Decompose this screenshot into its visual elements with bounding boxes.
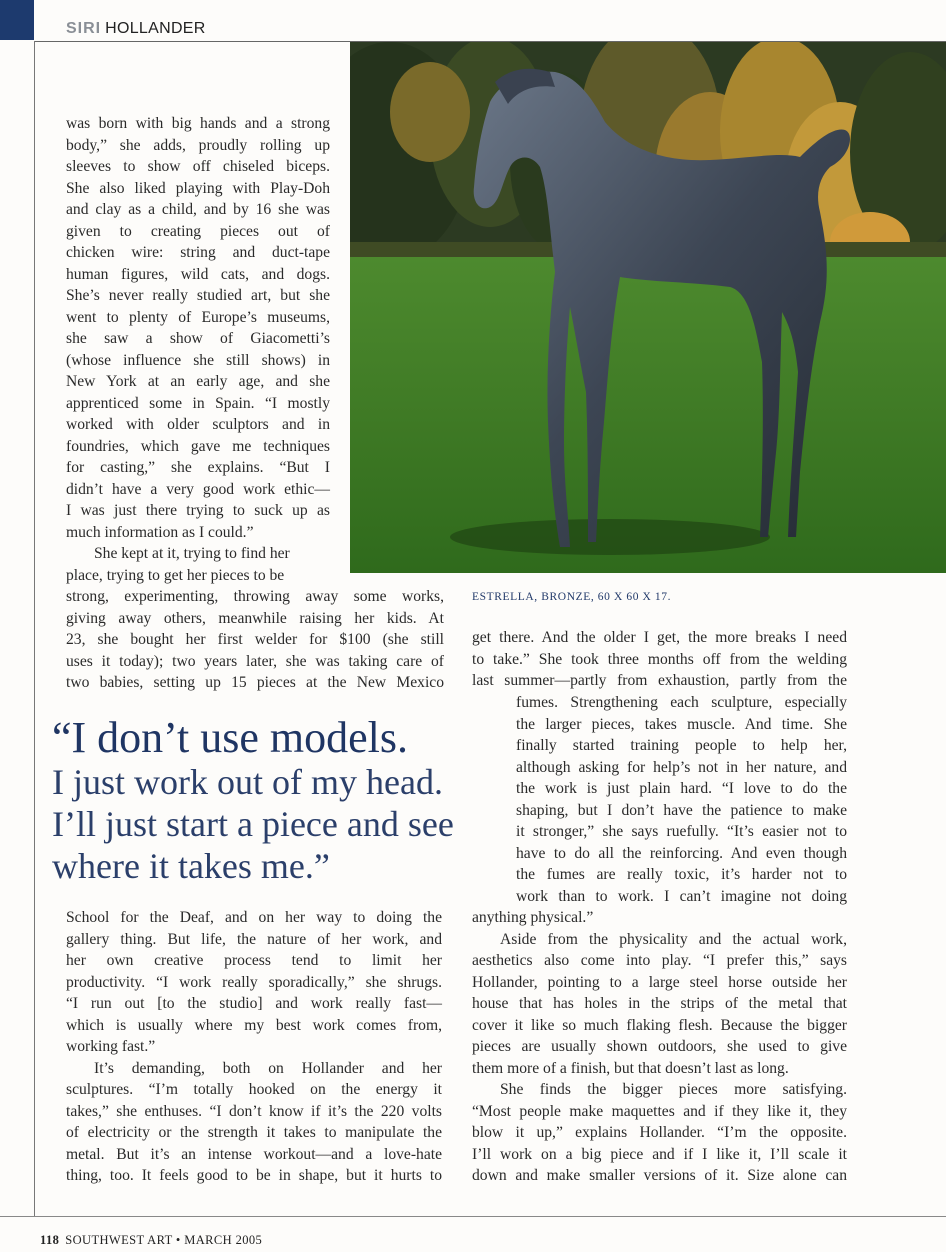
text-line: She kept at it, trying to find her	[94, 545, 290, 562]
text-line: although asking for help’s not in her nature, and	[516, 758, 847, 776]
text-line: foundries, which gave me techniques	[66, 437, 330, 455]
pull-quote	[52, 715, 502, 887]
text-line: the fumes are really toxic, it’s harder not to	[516, 866, 847, 883]
text-line: it stronger,” she says ruefully. “It’s easier not to	[516, 823, 847, 840]
text-line: anything physical.”	[472, 909, 594, 926]
text-line: human figures, wild cats, and dogs.	[66, 265, 330, 283]
text-line: She’s never really studied art, but she	[66, 287, 330, 304]
text-line: to take.” She took three months off from the welding	[472, 650, 847, 668]
text-line: pieces are usually shown outdoors, she used to give	[472, 1038, 847, 1055]
text-line: aesthetics also come into play. “I prefer this,” says	[472, 952, 847, 969]
text-line: “Most people make maquettes and if they like it, they	[472, 1102, 847, 1120]
text-line: the work is just plain hard. “I love to do the	[516, 780, 847, 797]
header-first-name: SIRI	[66, 20, 102, 37]
text-line: last summer—partly from exhaustion, partly from the	[472, 672, 847, 689]
left-margin-rule	[34, 41, 35, 1216]
text-line: the larger pieces, takes muscle. And time. She	[516, 715, 847, 733]
text-line: was born with big hands and a strong	[66, 115, 330, 132]
text-line: Hollander, pointing to a large steel horse outside her	[472, 973, 847, 991]
text-line: much information as I could.”	[66, 523, 254, 541]
text-line: New York at an early age, and she	[66, 373, 330, 390]
col2-top-block	[472, 627, 847, 692]
text-line: of electricity or the strength it takes to manipulate the	[66, 1124, 442, 1141]
text-line: which is usually where my best work comes from,	[66, 1016, 442, 1034]
running-header	[66, 20, 206, 38]
text-line: get there. And the older I get, the more breaks I need	[472, 629, 847, 646]
text-line: sculptures. “I’m totally hooked on the energy it	[66, 1081, 442, 1098]
pull-quote-line: I just work out of my head.	[52, 762, 443, 802]
pull-quote-line: where it takes me.”	[52, 846, 330, 886]
text-line: It’s demanding, both on Hollander and her	[94, 1059, 442, 1077]
text-line: down and make smaller versions of it. Size alone can	[472, 1167, 847, 1184]
text-line: “I run out [to the studio] and work really fast—	[66, 995, 442, 1012]
text-line: worked with older sculptors and in	[66, 416, 330, 433]
text-line: She also liked playing with Play-Doh	[66, 179, 330, 197]
text-line: house that has holes in the strips of the metal that	[472, 995, 847, 1012]
page-number: 118	[40, 1233, 60, 1247]
corner-block	[0, 0, 34, 40]
col2-narrow-block	[516, 692, 847, 907]
text-line: School for the Deaf, and on her way to doing the	[66, 909, 442, 926]
text-line: productivity. “I work really sporadically,” she shrugs.	[66, 973, 442, 991]
text-line: She finds the bigger pieces more satisfying.	[500, 1081, 847, 1098]
publication-line: SOUTHWEST ART • MARCH 2005	[65, 1233, 263, 1247]
text-line: place, trying to get her pieces to be	[66, 566, 285, 584]
text-line: she saw a show of Giacometti’s	[66, 330, 330, 347]
text-line: sleeves to show off chiseled biceps.	[66, 158, 330, 175]
col2-bottom-block	[472, 907, 847, 1187]
photo-caption: ESTRELLA, BRONZE, 60 X 60 X 17.	[472, 591, 672, 603]
text-line: body,” she adds, proudly rolling up	[66, 136, 330, 154]
text-line: blow it up,” explains Hollander. “I’m the opposite.	[472, 1124, 847, 1141]
text-line: apprenticed some in Spain. “I mostly	[66, 394, 330, 412]
text-line: them more of a finish, but that doesn’t last as long.	[472, 1059, 789, 1077]
text-line: given to creating pieces out of	[66, 222, 330, 240]
text-line: I was just there trying to suck up as	[66, 502, 330, 519]
pull-quote-line: “I don’t use models.	[52, 713, 409, 762]
text-line: working fast.”	[66, 1038, 156, 1055]
text-line: gallery thing. But life, the nature of her work, and	[66, 930, 442, 948]
text-line: went to plenty of Europe’s museums,	[66, 308, 330, 326]
text-line: Aside from the physicality and the actual work,	[500, 930, 847, 948]
text-line: giving away others, meanwhile raising her kids. At	[66, 609, 444, 627]
col1-bottom-block	[66, 907, 442, 1187]
sculpture-photo	[350, 42, 946, 573]
text-line: (whose influence she still shows) in	[66, 351, 330, 369]
text-line: her own creative process tend to limit her	[66, 952, 442, 969]
text-line: chicken wire: string and duct-tape	[66, 244, 330, 261]
text-line: metal. But it’s an intense workout—and a love-hate	[66, 1145, 442, 1163]
text-line: have to do all the reinforcing. And even though	[516, 844, 847, 862]
text-line: fumes. Strengthening each sculpture, especially	[516, 694, 847, 711]
page-footer	[40, 1233, 262, 1248]
text-line: takes,” she enthuses. “I don’t know if it’s the 220 volts	[66, 1102, 442, 1120]
text-line: uses it today); two years later, she was taking care of	[66, 652, 444, 670]
text-line: two babies, setting up 15 pieces at the New Mexico	[66, 674, 444, 691]
col1-wide-block	[66, 586, 444, 694]
text-line: shaping, but I don’t have the patience to make	[516, 801, 847, 819]
text-line: didn’t have a very good work ethic—	[66, 480, 330, 498]
text-line: work than to work. I can’t imagine not doing	[516, 887, 847, 905]
text-line: and clay as a child, and by 16 she was	[66, 201, 330, 218]
text-line: for casting,” she explains. “But I	[66, 459, 330, 476]
col1-top-block	[66, 113, 330, 586]
pull-quote-line: I’ll just start a piece and see	[52, 804, 454, 844]
text-line: strong, experimenting, throwing away some works,	[66, 588, 444, 605]
text-line: I’ll work on a big piece and if I like it, I’ll scale it	[472, 1145, 847, 1163]
text-line: thing, too. It feels good to be in shape, but it hurts to	[66, 1167, 442, 1184]
photo-illustration	[350, 42, 946, 573]
header-last-name: HOLLANDER	[105, 20, 206, 37]
text-line: cover it like so much flaking flesh. Because the bigger	[472, 1016, 847, 1034]
text-line: 23, she bought her first welder for $100 (she still	[66, 631, 444, 648]
footer-rule	[0, 1216, 946, 1217]
text-line: finally started training people to help her,	[516, 737, 847, 754]
